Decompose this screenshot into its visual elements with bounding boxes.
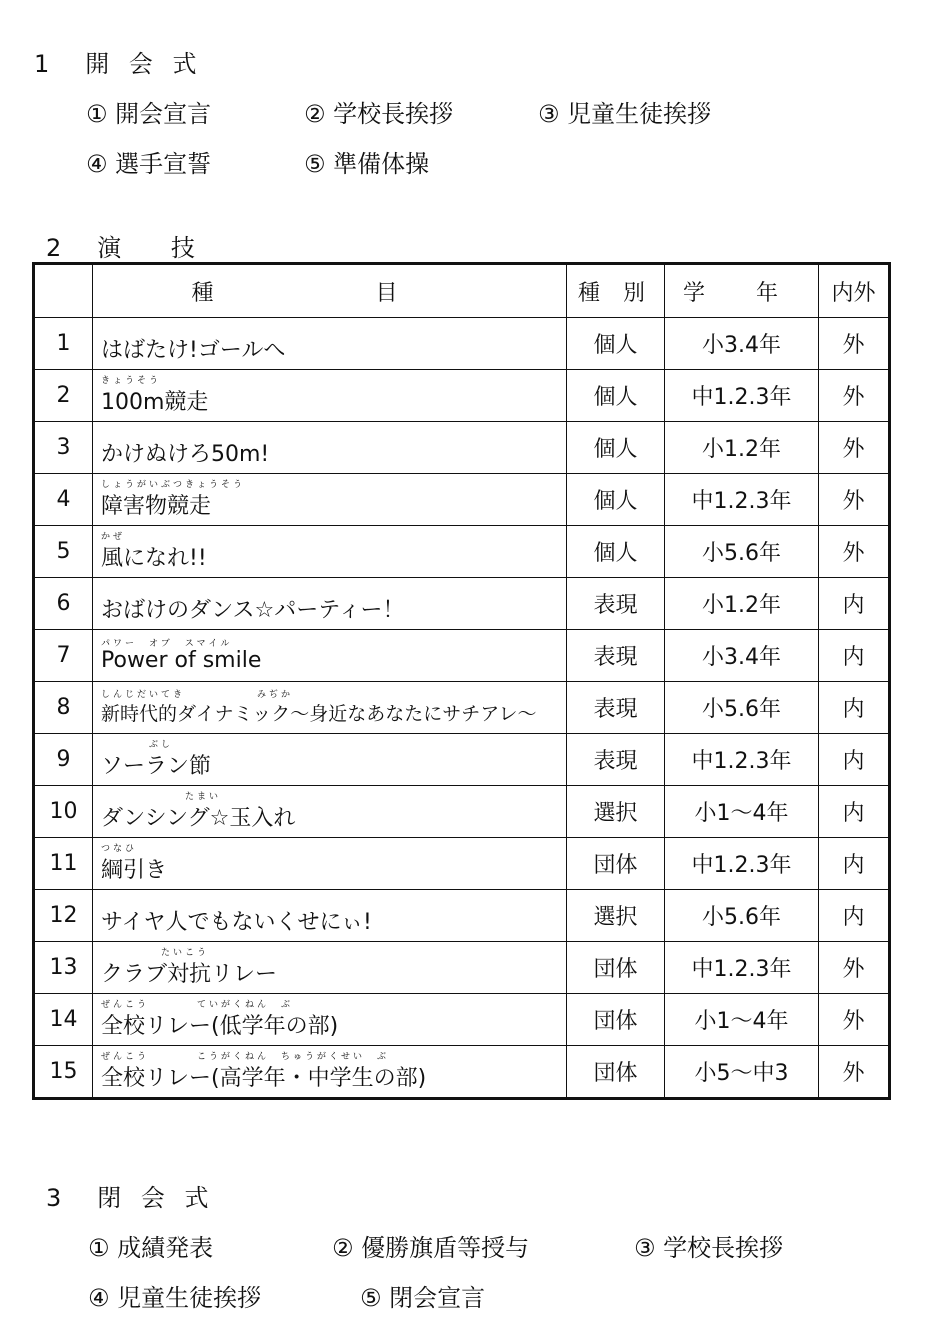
opening-items-row-1 bbox=[86, 94, 886, 128]
row-grade: 中1.2.3年 bbox=[665, 942, 819, 994]
event-name-wrap bbox=[101, 1051, 426, 1092]
event-ruby: しょうがいぶつきょうそう bbox=[101, 480, 246, 490]
table-row bbox=[34, 942, 890, 994]
header-type: 種 別 bbox=[567, 264, 665, 318]
event-name-wrap bbox=[101, 375, 208, 416]
row-inout: 内 bbox=[819, 630, 890, 682]
row-type: 表現 bbox=[567, 682, 665, 734]
event-name-text: おばけのダンス☆パーティー！ bbox=[101, 598, 405, 623]
row-event-name bbox=[93, 630, 567, 682]
table-header-row bbox=[34, 264, 890, 318]
row-type: 個人 bbox=[567, 474, 665, 526]
header-event: 種 目 bbox=[93, 264, 567, 318]
row-number: 15 bbox=[34, 1046, 93, 1099]
header-inout: 内外 bbox=[819, 264, 890, 318]
row-inout: 内 bbox=[819, 786, 890, 838]
event-name-wrap bbox=[101, 583, 405, 624]
closing-item: ② 優勝旗盾等授与 bbox=[332, 1234, 530, 1262]
row-grade: 小1.2年 bbox=[665, 422, 819, 474]
row-grade: 小3.4年 bbox=[665, 318, 819, 370]
event-name-text: クラブ対抗リレー bbox=[101, 962, 278, 987]
event-ruby: たいこう bbox=[101, 948, 210, 958]
row-number: 12 bbox=[34, 890, 93, 942]
event-ruby: しんじだいてき みぢか bbox=[101, 690, 294, 700]
row-type: 表現 bbox=[567, 578, 665, 630]
row-grade: 小5.6年 bbox=[665, 682, 819, 734]
row-event-name bbox=[93, 370, 567, 422]
row-number: 3 bbox=[34, 422, 93, 474]
event-ruby: たまい bbox=[101, 792, 222, 802]
row-event-name bbox=[93, 942, 567, 994]
event-name-text: 障害物競走 bbox=[101, 494, 212, 519]
table-row bbox=[34, 474, 890, 526]
row-number: 7 bbox=[34, 630, 93, 682]
row-event-name bbox=[93, 318, 567, 370]
event-name-wrap bbox=[101, 739, 211, 780]
event-name-text: Power of smile bbox=[101, 648, 262, 673]
row-type: 個人 bbox=[567, 422, 665, 474]
opening-items-row-2 bbox=[86, 144, 886, 178]
opening-item: ③ 児童生徒挨拶 bbox=[538, 100, 712, 128]
closing-item: ④ 児童生徒挨拶 bbox=[88, 1284, 262, 1312]
row-grade: 小1〜4年 bbox=[665, 994, 819, 1046]
row-event-name bbox=[93, 994, 567, 1046]
event-name-wrap bbox=[101, 947, 277, 988]
event-name-wrap bbox=[101, 638, 261, 673]
row-event-name bbox=[93, 734, 567, 786]
row-type: 選択 bbox=[567, 786, 665, 838]
row-number: 14 bbox=[34, 994, 93, 1046]
table-row bbox=[34, 994, 890, 1046]
table-row bbox=[34, 370, 890, 422]
row-inout: 内 bbox=[819, 682, 890, 734]
row-type: 団体 bbox=[567, 994, 665, 1046]
event-name-text: かけぬけろ50m! bbox=[101, 442, 270, 467]
row-inout: 外 bbox=[819, 526, 890, 578]
table-row bbox=[34, 838, 890, 890]
closing-items-row-1 bbox=[88, 1228, 888, 1262]
event-ruby: パワー オブ スマイル bbox=[101, 639, 233, 649]
row-inout: 外 bbox=[819, 318, 890, 370]
opening-item: ① 開会宣言 bbox=[86, 100, 212, 128]
row-number: 4 bbox=[34, 474, 93, 526]
row-number: 9 bbox=[34, 734, 93, 786]
row-inout: 内 bbox=[819, 578, 890, 630]
row-inout: 外 bbox=[819, 1046, 890, 1099]
row-inout: 外 bbox=[819, 994, 890, 1046]
row-grade: 小1.2年 bbox=[665, 578, 819, 630]
row-grade: 小5.6年 bbox=[665, 890, 819, 942]
event-name-wrap bbox=[101, 843, 167, 884]
event-name-wrap bbox=[101, 999, 338, 1040]
table-row bbox=[34, 318, 890, 370]
event-name-text: 100m競走 bbox=[101, 390, 209, 415]
event-name-text: 風になれ!! bbox=[101, 546, 207, 571]
row-grade: 中1.2.3年 bbox=[665, 370, 819, 422]
row-type: 表現 bbox=[567, 734, 665, 786]
table-row bbox=[34, 1046, 890, 1099]
row-grade: 小3.4年 bbox=[665, 630, 819, 682]
event-ruby: ぜんこう ていがくねん ぶ bbox=[101, 1000, 294, 1010]
row-type: 団体 bbox=[567, 838, 665, 890]
closing-item: ③ 学校長挨拶 bbox=[634, 1234, 784, 1262]
row-type: 個人 bbox=[567, 526, 665, 578]
event-name-text: ダンシング☆玉入れ bbox=[101, 806, 296, 831]
event-name-text: 全校リレー(低学年の部) bbox=[101, 1014, 339, 1039]
row-number: 8 bbox=[34, 682, 93, 734]
event-name-text: 綱引き bbox=[101, 858, 168, 883]
closing-item: ① 成績発表 bbox=[88, 1234, 214, 1262]
opening-item: ⑤ 準備体操 bbox=[304, 150, 430, 178]
row-inout: 外 bbox=[819, 422, 890, 474]
row-number: 11 bbox=[34, 838, 93, 890]
table-row bbox=[34, 734, 890, 786]
event-name-text: 全校リレー(高学年・中学生の部) bbox=[101, 1066, 427, 1091]
table-row bbox=[34, 890, 890, 942]
event-name-wrap bbox=[101, 689, 536, 726]
row-grade: 中1.2.3年 bbox=[665, 838, 819, 890]
row-event-name bbox=[93, 578, 567, 630]
table-row bbox=[34, 630, 890, 682]
table-row bbox=[34, 682, 890, 734]
event-name-wrap bbox=[101, 895, 372, 936]
row-number: 13 bbox=[34, 942, 93, 994]
opening-section-title: 1 開 会 式 bbox=[34, 50, 203, 78]
opening-item: ④ 選手宣誓 bbox=[86, 150, 212, 178]
event-name-wrap bbox=[101, 791, 295, 832]
row-inout: 内 bbox=[819, 734, 890, 786]
row-number: 2 bbox=[34, 370, 93, 422]
closing-items-row-2 bbox=[88, 1278, 888, 1312]
row-type: 個人 bbox=[567, 318, 665, 370]
table-row bbox=[34, 786, 890, 838]
row-inout: 内 bbox=[819, 838, 890, 890]
row-inout: 内 bbox=[819, 890, 890, 942]
row-event-name bbox=[93, 786, 567, 838]
row-grade: 中1.2.3年 bbox=[665, 474, 819, 526]
row-grade: 小1〜4年 bbox=[665, 786, 819, 838]
row-event-name bbox=[93, 422, 567, 474]
row-event-name bbox=[93, 526, 567, 578]
event-name-text: サイヤ人でもないくせにぃ! bbox=[101, 910, 372, 935]
table-row bbox=[34, 578, 890, 630]
row-type: 団体 bbox=[567, 1046, 665, 1099]
event-name-wrap bbox=[101, 323, 285, 364]
closing-section-title: 3 閉 会 式 bbox=[46, 1184, 215, 1212]
event-name-wrap bbox=[101, 427, 269, 468]
row-type: 個人 bbox=[567, 370, 665, 422]
row-type: 団体 bbox=[567, 942, 665, 994]
opening-item: ② 学校長挨拶 bbox=[304, 100, 454, 128]
row-event-name bbox=[93, 474, 567, 526]
row-inout: 外 bbox=[819, 474, 890, 526]
row-type: 表現 bbox=[567, 630, 665, 682]
event-ruby: ぶし bbox=[101, 740, 174, 750]
event-name-wrap bbox=[101, 531, 207, 572]
event-ruby: かぜ bbox=[101, 532, 126, 542]
event-name-text: 新時代的ダイナミック〜身近なあなたにサチアレ〜 bbox=[101, 703, 537, 725]
event-name-text: ソーラン節 bbox=[101, 754, 212, 779]
row-grade: 中1.2.3年 bbox=[665, 734, 819, 786]
row-number: 6 bbox=[34, 578, 93, 630]
row-number: 5 bbox=[34, 526, 93, 578]
row-number: 1 bbox=[34, 318, 93, 370]
event-ruby: つなひ bbox=[101, 844, 138, 854]
table-row bbox=[34, 422, 890, 474]
row-event-name bbox=[93, 1046, 567, 1099]
row-event-name bbox=[93, 838, 567, 890]
event-ruby: ぜんこう こうがくねん ちゅうがくせい ぶ bbox=[101, 1052, 390, 1062]
event-name-wrap bbox=[101, 479, 246, 520]
row-type: 選択 bbox=[567, 890, 665, 942]
event-name-text: はばたけ!ゴールへ bbox=[101, 338, 286, 363]
program-table bbox=[32, 262, 891, 1100]
row-grade: 小5〜中3 bbox=[665, 1046, 819, 1099]
performance-section-title: 2 演 技 bbox=[46, 234, 201, 262]
event-ruby: きょうそう bbox=[101, 376, 162, 386]
row-inout: 外 bbox=[819, 942, 890, 994]
header-no bbox=[34, 264, 93, 318]
closing-item: ⑤ 閉会宣言 bbox=[360, 1284, 486, 1312]
row-event-name bbox=[93, 890, 567, 942]
row-grade: 小5.6年 bbox=[665, 526, 819, 578]
header-grade: 学 年 bbox=[665, 264, 819, 318]
row-event-name bbox=[93, 682, 567, 734]
row-inout: 外 bbox=[819, 370, 890, 422]
table-row bbox=[34, 526, 890, 578]
row-number: 10 bbox=[34, 786, 93, 838]
